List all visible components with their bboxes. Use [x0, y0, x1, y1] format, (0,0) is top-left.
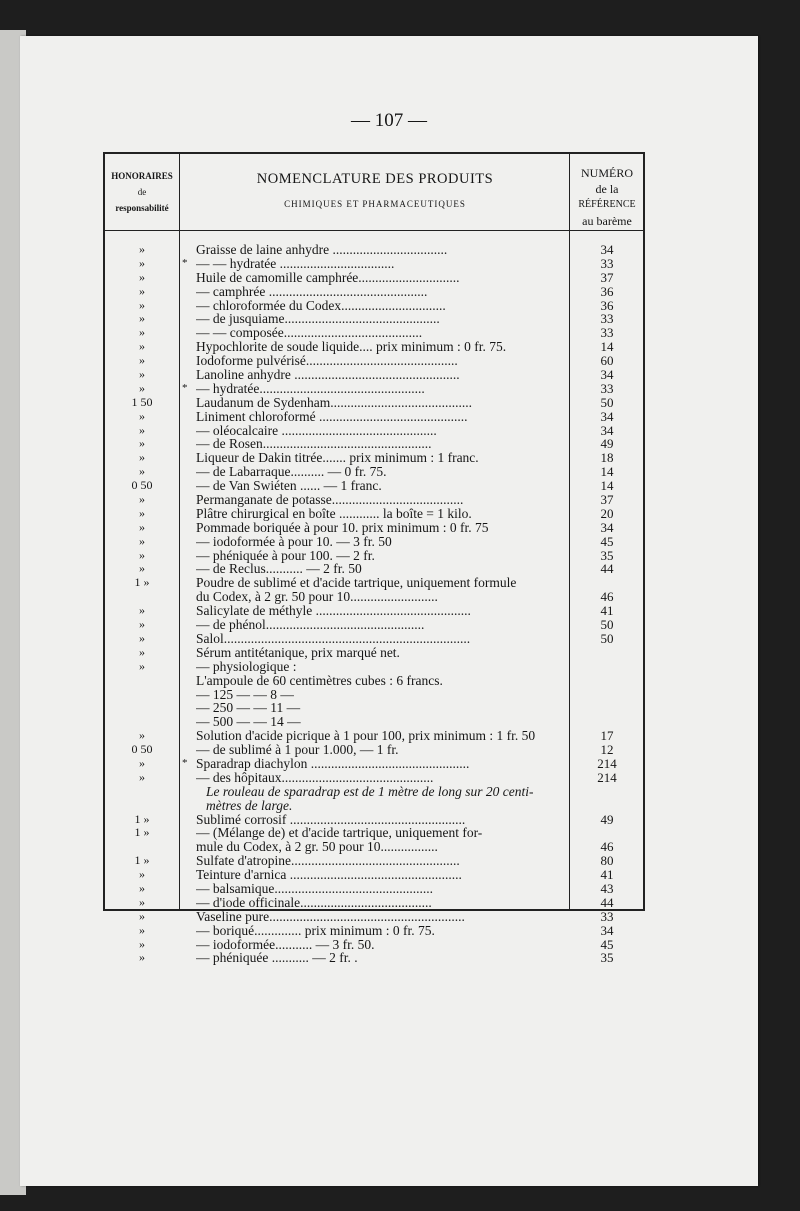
reference-cell: 214 [597, 769, 617, 785]
product-cell: Liqueur de Dakin titrée....... prix minimum : 1 franc. [196, 451, 479, 466]
product-cell: Sparadrap diachylon ............................................... [196, 756, 470, 771]
product-cell: — 500 — — 14 — [196, 715, 301, 730]
product-cell: Teinture d'arnica ................................................... [196, 868, 462, 882]
table-row [105, 521, 643, 535]
nomenclature-table [103, 152, 645, 966]
table-row [105, 840, 643, 854]
table-row [105, 826, 643, 840]
table-row [105, 271, 643, 285]
product-cell: — (Mélange de) et d'acide tartrique, uniquement for- [196, 826, 483, 841]
honoraires-cell: » [139, 408, 145, 423]
reference-cell: 214 [597, 755, 617, 771]
reference-cell: 34 [600, 242, 614, 257]
reference-cell: 12 [600, 742, 614, 758]
product-cell: — de jusquiame.............................................. [196, 312, 440, 327]
header-reference: NUMÉRO de la RÉFÉRENCE au barème [578, 166, 636, 228]
honoraires-cell: » [139, 922, 145, 937]
table-row [105, 715, 643, 729]
product-cell: — 125 — — 8 — [196, 687, 294, 702]
table-row [105, 535, 643, 549]
reference-cell: 35 [600, 950, 614, 966]
table-row [105, 854, 643, 868]
reference-cell: 37 [600, 492, 614, 508]
product-cell: — hydratée................................................. [196, 381, 425, 396]
product-cell: Liniment chloroformé ............................................ [196, 409, 468, 424]
product-cell: Laudanum de Sydenham.......................................... [196, 395, 472, 410]
table-row [105, 646, 643, 660]
reference-cell: 36 [600, 283, 614, 299]
product-cell: Sérum antitétanique, prix marqué net. [196, 645, 400, 660]
honoraires-cell: 1 » [134, 575, 150, 590]
product-cell: Sulfate d'atropine.................................................. [196, 854, 460, 869]
product-cell: — de sublimé à 1 pour 1.000, — 1 fr. [196, 743, 399, 757]
table-row [105, 507, 643, 521]
table-row [105, 618, 643, 632]
reference-cell: 49 [600, 811, 614, 827]
table-row [105, 951, 643, 965]
reference-cell: 50 [600, 630, 614, 646]
product-cell: — phéniquée ........... — 2 fr. . [196, 951, 358, 966]
table-row [105, 424, 643, 438]
honoraires-cell: » [139, 533, 145, 548]
reference-cell: 14 [600, 464, 614, 480]
product-cell: Permanganate de potasse....................................... [196, 493, 464, 507]
honoraires-cell: 1 50 [131, 394, 153, 409]
reference-cell: 43 [600, 880, 614, 896]
product-cell: — oléocalcaire .............................................. [196, 423, 437, 438]
honoraires-cell: » [139, 297, 145, 312]
product-cell: — camphrée ............................................... [196, 284, 428, 299]
reference-cell: 46 [600, 839, 614, 855]
product-cell: — chloroformée du Codex............................... [196, 298, 446, 313]
honoraires-cell: » [139, 353, 145, 368]
reference-cell: 34 [600, 367, 614, 383]
table-row [105, 549, 643, 563]
product-cell: Vaseline pure.......................................................... [196, 909, 465, 924]
table-row [105, 479, 643, 493]
reference-cell: 20 [600, 505, 614, 521]
reference-cell: 49 [600, 436, 614, 452]
reference-cell: 44 [600, 561, 614, 577]
table-row [105, 813, 643, 827]
table-row [105, 896, 643, 910]
product-cell: — — composée......................................... [196, 326, 423, 341]
product-cell: Poudre de sublimé et d'acide tartrique, uniquement formule [196, 576, 517, 591]
honoraires-cell: » [139, 630, 145, 645]
product-cell: — de Labarraque.......... — 0 fr. 75. [196, 465, 387, 480]
honoraires-cell: » [139, 422, 145, 437]
honoraires-cell: » [139, 311, 145, 326]
header-divider [105, 230, 643, 231]
reference-cell: 14 [600, 478, 614, 494]
table-row [105, 368, 643, 382]
table-row [105, 396, 643, 410]
honoraires-cell: » [139, 894, 145, 909]
reference-cell: 41 [600, 867, 614, 883]
product-cell: Salol......................................................................... [196, 631, 471, 646]
table-row [105, 910, 643, 924]
header-title: NOMENCLATURE DES PRODUITS [256, 171, 494, 187]
product-cell: — de phénol............................................... [196, 618, 425, 632]
table-row [105, 660, 643, 674]
table-row [105, 437, 643, 451]
table-row [105, 465, 643, 479]
honoraires-cell: 0 50 [131, 742, 153, 757]
product-cell: — iodoformée à pour 10. — 3 fr. 50 [196, 534, 392, 549]
asterisk-mark: * [182, 381, 188, 394]
table-row [105, 771, 643, 785]
honoraires-cell: » [139, 547, 145, 562]
honoraires-cell: » [139, 325, 145, 340]
product-cell: — des hôpitaux............................................. [196, 770, 434, 785]
table-row [105, 326, 643, 340]
header-subtitle: CHIMIQUES ET PHARMACEUTIQUES [284, 199, 466, 209]
table-row [105, 688, 643, 702]
product-cell: — iodoformée........... — 3 fr. 50. [196, 937, 375, 952]
reference-cell: 33 [600, 908, 614, 924]
honoraires-cell: 1 » [134, 825, 150, 840]
reference-cell: 34 [600, 422, 614, 438]
honoraires-cell: » [139, 936, 145, 951]
honoraires-cell: 1 » [134, 811, 150, 826]
product-cell: Sublimé corrosif .................................................... [196, 812, 466, 827]
table-row [105, 604, 643, 618]
table-row [105, 243, 643, 257]
product-cell: mule du Codex, à 2 gr. 50 pour 10................. [196, 840, 438, 855]
reference-cell: 33 [600, 255, 614, 271]
table-row [105, 576, 643, 590]
table-row [105, 340, 643, 354]
document-page [20, 36, 758, 1186]
honoraires-cell: » [139, 436, 145, 451]
table-row [105, 882, 643, 896]
honoraires-cell: » [139, 728, 145, 743]
page-number: — 107 — [351, 110, 427, 131]
table-row [105, 938, 643, 952]
reference-cell: 34 [600, 519, 614, 535]
product-cell: mètres de large. [206, 798, 293, 813]
table-row [105, 757, 643, 771]
honoraires-cell: » [139, 339, 145, 354]
product-cell: — physiologique : [196, 659, 297, 674]
honoraires-cell: » [139, 755, 145, 770]
reference-cell: 50 [600, 394, 614, 410]
honoraires-cell: » [139, 283, 145, 298]
product-cell: du Codex, à 2 gr. 50 pour 10.......................... [196, 590, 438, 605]
honoraires-cell: » [139, 269, 145, 284]
product-cell: Iodoforme pulvérisé............................................. [196, 354, 458, 369]
honoraires-cell: » [139, 880, 145, 895]
reference-cell: 14 [600, 339, 614, 355]
honoraires-cell: » [139, 769, 145, 784]
table-row [105, 257, 643, 271]
product-cell: Huile de camomille camphrée.............................. [196, 270, 460, 285]
product-cell: Salicylate de méthyle .............................................. [196, 604, 471, 619]
honoraires-cell: » [139, 505, 145, 520]
product-cell: Graisse de laine anhydre .................................. [196, 243, 448, 257]
table-row [105, 729, 643, 743]
reference-cell: 36 [600, 297, 614, 313]
product-cell: — boriqué.............. prix minimum : 0 fr. 75. [196, 923, 435, 938]
reference-cell: 60 [600, 353, 614, 369]
product-cell: Hypochlorite de soude liquide.... prix minimum : 0 fr. 75. [196, 340, 507, 355]
table-body [105, 243, 643, 965]
honoraires-cell: » [139, 380, 145, 395]
product-cell: — de Rosen.................................................. [196, 437, 432, 452]
product-cell: Solution d'acide picrique à 1 pour 100, prix minimum : 1 fr. 50 [196, 729, 536, 744]
asterisk-mark: * [182, 756, 188, 769]
reference-cell: 37 [600, 269, 614, 285]
product-cell: — 250 — — 11 — [196, 701, 301, 716]
product-cell: — phéniquée à pour 100. — 2 fr. [196, 548, 375, 563]
reference-cell: 17 [600, 728, 614, 744]
honoraires-cell: » [139, 617, 145, 632]
honoraires-cell: » [139, 255, 145, 270]
table-row [105, 701, 643, 715]
reference-cell: 46 [600, 589, 614, 605]
table-row [105, 674, 643, 688]
honoraires-cell: » [139, 519, 145, 534]
reference-cell: 34 [600, 922, 614, 938]
honoraires-cell: 0 50 [131, 478, 153, 493]
reference-cell: 45 [600, 936, 614, 952]
reference-cell: 50 [600, 617, 614, 633]
reference-cell: 45 [600, 533, 614, 549]
table-row [105, 312, 643, 326]
honoraires-cell: » [139, 603, 145, 618]
product-cell: Lanoline anhydre ................................................. [196, 368, 460, 382]
reference-cell: 80 [600, 853, 614, 869]
honoraires-cell: » [139, 242, 145, 256]
table-row [105, 743, 643, 757]
reference-cell: 44 [600, 894, 614, 910]
reference-cell: 33 [600, 311, 614, 327]
product-cell: — de Reclus........... — 2 fr. 50 [196, 562, 362, 577]
product-cell: — d'iode officinale....................................... [196, 895, 432, 910]
product-cell: — balsamique............................................... [196, 881, 433, 896]
reference-cell: 33 [600, 325, 614, 341]
asterisk-mark: * [182, 256, 188, 269]
reference-cell: 41 [600, 603, 614, 619]
honoraires-cell: » [139, 658, 145, 673]
honoraires-cell: 1 » [134, 853, 150, 868]
table-row [105, 285, 643, 299]
honoraires-cell: » [139, 492, 145, 507]
table-row [105, 354, 643, 368]
table-row [105, 632, 643, 646]
header-honoraires: HONORAIRES de responsabilité [111, 171, 173, 213]
honoraires-cell: » [139, 867, 145, 882]
product-cell: — de Van Swiéten ...... — 1 franc. [196, 479, 382, 494]
reference-cell: 33 [600, 380, 614, 396]
honoraires-cell: » [139, 950, 145, 965]
table-row [105, 924, 643, 938]
table-row [105, 410, 643, 424]
table-row [105, 493, 643, 507]
honoraires-cell: » [139, 908, 145, 923]
table-row [105, 868, 643, 882]
product-cell: — — hydratée .................................. [196, 256, 395, 271]
table-row [105, 562, 643, 576]
table-row [105, 299, 643, 313]
table-row [105, 451, 643, 465]
reference-cell: 18 [600, 450, 614, 466]
honoraires-cell: » [139, 561, 145, 576]
honoraires-cell: » [139, 367, 145, 382]
table-row [105, 799, 643, 813]
reference-cell: 34 [600, 408, 614, 424]
honoraires-cell: » [139, 644, 145, 659]
honoraires-cell: » [139, 464, 145, 479]
product-cell: Le rouleau de sparadrap est de 1 mètre de long sur 20 centi- [206, 784, 534, 799]
product-cell: Plâtre chirurgical en boîte ............ la boîte = 1 kilo. [196, 506, 472, 521]
table-row [105, 382, 643, 396]
table-row [105, 590, 643, 604]
table-row [105, 785, 643, 799]
product-cell: L'ampoule de 60 centimètres cubes : 6 francs. [196, 673, 443, 688]
reference-cell: 35 [600, 547, 614, 563]
honoraires-cell: » [139, 450, 145, 465]
product-cell: Pommade boriquée à pour 10. prix minimum : 0 fr. 75 [196, 520, 489, 535]
